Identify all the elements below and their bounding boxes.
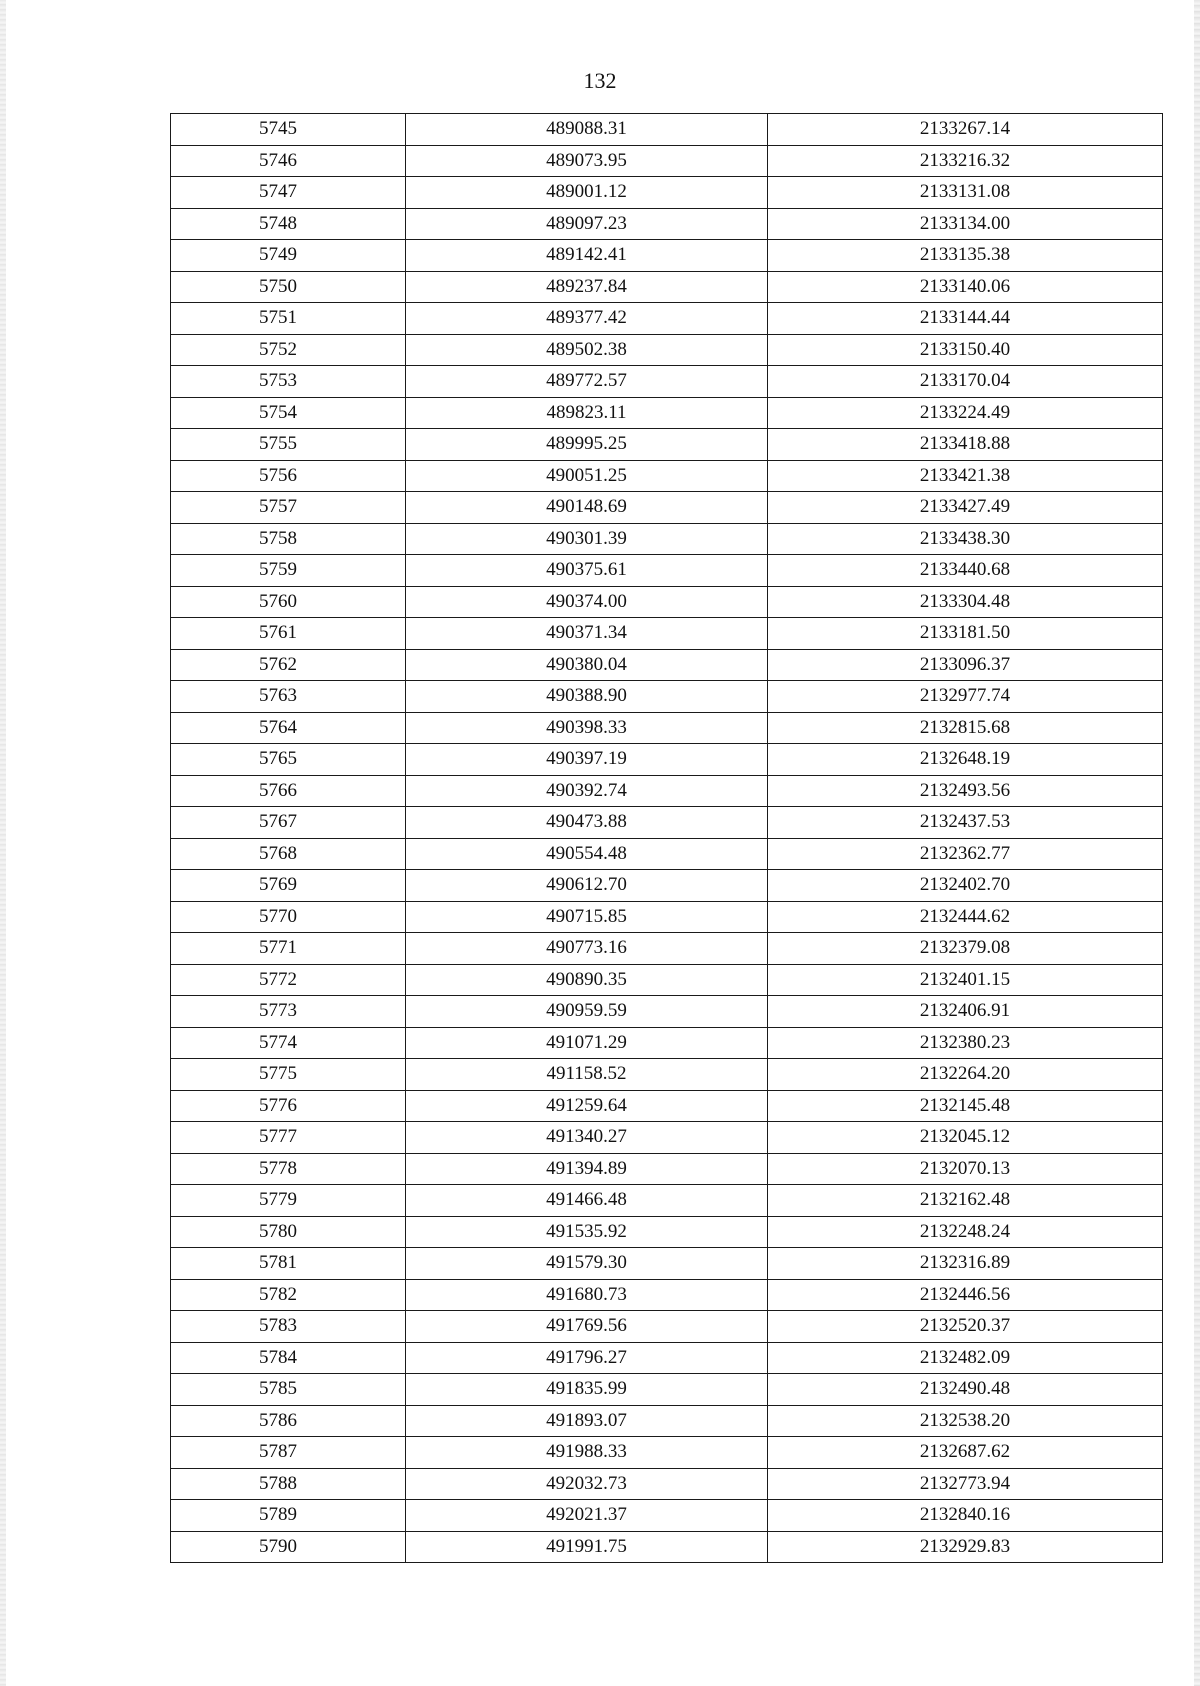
y-coordinate-cell: 2133134.00	[768, 208, 1163, 240]
table-row	[171, 996, 1163, 1028]
point-id-cell: 5753	[171, 366, 406, 398]
point-id-cell: 5767	[171, 807, 406, 839]
table-row	[171, 303, 1163, 335]
x-coordinate-cell: 491579.30	[406, 1248, 768, 1280]
point-id-cell: 5748	[171, 208, 406, 240]
point-id-cell: 5763	[171, 681, 406, 713]
point-id-cell: 5754	[171, 397, 406, 429]
scan-edge-right	[1194, 0, 1200, 1686]
table-row	[171, 1185, 1163, 1217]
table-row	[171, 618, 1163, 650]
y-coordinate-cell: 2133421.38	[768, 460, 1163, 492]
point-id-cell: 5769	[171, 870, 406, 902]
y-coordinate-cell: 2132840.16	[768, 1500, 1163, 1532]
point-id-cell: 5755	[171, 429, 406, 461]
y-coordinate-cell: 2133096.37	[768, 649, 1163, 681]
y-coordinate-cell: 2132045.12	[768, 1122, 1163, 1154]
table-row	[171, 1311, 1163, 1343]
y-coordinate-cell: 2133418.88	[768, 429, 1163, 461]
table-row	[171, 775, 1163, 807]
table-row	[171, 1500, 1163, 1532]
table-row	[171, 901, 1163, 933]
y-coordinate-cell: 2133267.14	[768, 114, 1163, 146]
table-row	[171, 523, 1163, 555]
x-coordinate-cell: 490388.90	[406, 681, 768, 713]
x-coordinate-cell: 490398.33	[406, 712, 768, 744]
x-coordinate-cell: 490959.59	[406, 996, 768, 1028]
x-coordinate-cell: 491796.27	[406, 1342, 768, 1374]
y-coordinate-cell: 2132316.89	[768, 1248, 1163, 1280]
x-coordinate-cell: 489772.57	[406, 366, 768, 398]
y-coordinate-cell: 2132402.70	[768, 870, 1163, 902]
y-coordinate-cell: 2132977.74	[768, 681, 1163, 713]
point-id-cell: 5782	[171, 1279, 406, 1311]
page-number: 132	[583, 68, 617, 93]
x-coordinate-cell: 489001.12	[406, 177, 768, 209]
x-coordinate-cell: 489377.42	[406, 303, 768, 335]
point-id-cell: 5765	[171, 744, 406, 776]
table-row	[171, 460, 1163, 492]
table-row	[171, 1248, 1163, 1280]
point-id-cell: 5773	[171, 996, 406, 1028]
table-row	[171, 964, 1163, 996]
x-coordinate-cell: 490715.85	[406, 901, 768, 933]
point-id-cell: 5787	[171, 1437, 406, 1469]
table-row	[171, 1059, 1163, 1091]
y-coordinate-cell: 2132538.20	[768, 1405, 1163, 1437]
point-id-cell: 5789	[171, 1500, 406, 1532]
table-row	[171, 366, 1163, 398]
y-coordinate-cell: 2132248.24	[768, 1216, 1163, 1248]
y-coordinate-cell: 2132929.83	[768, 1531, 1163, 1563]
x-coordinate-cell: 489823.11	[406, 397, 768, 429]
point-id-cell: 5756	[171, 460, 406, 492]
table-row	[171, 586, 1163, 618]
x-coordinate-cell: 490148.69	[406, 492, 768, 524]
table-row	[171, 429, 1163, 461]
x-coordinate-cell: 490375.61	[406, 555, 768, 587]
y-coordinate-cell: 2133150.40	[768, 334, 1163, 366]
table-row	[171, 397, 1163, 429]
y-coordinate-cell: 2132437.53	[768, 807, 1163, 839]
table-row	[171, 1468, 1163, 1500]
x-coordinate-cell: 492021.37	[406, 1500, 768, 1532]
y-coordinate-cell: 2133144.44	[768, 303, 1163, 335]
point-id-cell: 5772	[171, 964, 406, 996]
table-row	[171, 1531, 1163, 1563]
x-coordinate-cell: 490612.70	[406, 870, 768, 902]
point-id-cell: 5790	[171, 1531, 406, 1563]
table-row	[171, 1374, 1163, 1406]
point-id-cell: 5788	[171, 1468, 406, 1500]
y-coordinate-cell: 2132687.62	[768, 1437, 1163, 1469]
y-coordinate-cell: 2132401.15	[768, 964, 1163, 996]
point-id-cell: 5784	[171, 1342, 406, 1374]
x-coordinate-cell: 490051.25	[406, 460, 768, 492]
y-coordinate-cell: 2132070.13	[768, 1153, 1163, 1185]
x-coordinate-cell: 489237.84	[406, 271, 768, 303]
y-coordinate-cell: 2133135.38	[768, 240, 1163, 272]
y-coordinate-cell: 2133427.49	[768, 492, 1163, 524]
table-row	[171, 681, 1163, 713]
y-coordinate-cell: 2133140.06	[768, 271, 1163, 303]
point-id-cell: 5750	[171, 271, 406, 303]
point-id-cell: 5745	[171, 114, 406, 146]
y-coordinate-cell: 2133440.68	[768, 555, 1163, 587]
point-id-cell: 5747	[171, 177, 406, 209]
x-coordinate-cell: 490890.35	[406, 964, 768, 996]
x-coordinate-cell: 490392.74	[406, 775, 768, 807]
y-coordinate-cell: 2133304.48	[768, 586, 1163, 618]
table-row	[171, 838, 1163, 870]
x-coordinate-cell: 490397.19	[406, 744, 768, 776]
y-coordinate-cell: 2132444.62	[768, 901, 1163, 933]
table-row	[171, 1279, 1163, 1311]
table-row	[171, 240, 1163, 272]
table-row	[171, 114, 1163, 146]
table-row	[171, 712, 1163, 744]
y-coordinate-cell: 2133438.30	[768, 523, 1163, 555]
x-coordinate-cell: 491071.29	[406, 1027, 768, 1059]
point-id-cell: 5761	[171, 618, 406, 650]
table-row	[171, 1405, 1163, 1437]
point-id-cell: 5746	[171, 145, 406, 177]
x-coordinate-cell: 491535.92	[406, 1216, 768, 1248]
x-coordinate-cell: 489088.31	[406, 114, 768, 146]
point-id-cell: 5764	[171, 712, 406, 744]
y-coordinate-cell: 2133216.32	[768, 145, 1163, 177]
point-id-cell: 5786	[171, 1405, 406, 1437]
point-id-cell: 5777	[171, 1122, 406, 1154]
point-id-cell: 5776	[171, 1090, 406, 1122]
table-row	[171, 555, 1163, 587]
table-row	[171, 1437, 1163, 1469]
y-coordinate-cell: 2132362.77	[768, 838, 1163, 870]
table-row	[171, 933, 1163, 965]
y-coordinate-cell: 2133181.50	[768, 618, 1163, 650]
x-coordinate-cell: 491466.48	[406, 1185, 768, 1217]
table-row	[171, 1216, 1163, 1248]
point-id-cell: 5780	[171, 1216, 406, 1248]
coordinates-table	[170, 113, 1163, 1563]
x-coordinate-cell: 491991.75	[406, 1531, 768, 1563]
y-coordinate-cell: 2133131.08	[768, 177, 1163, 209]
y-coordinate-cell: 2132520.37	[768, 1311, 1163, 1343]
x-coordinate-cell: 490773.16	[406, 933, 768, 965]
y-coordinate-cell: 2132493.56	[768, 775, 1163, 807]
x-coordinate-cell: 491835.99	[406, 1374, 768, 1406]
x-coordinate-cell: 489502.38	[406, 334, 768, 366]
x-coordinate-cell: 489097.23	[406, 208, 768, 240]
table-row	[171, 744, 1163, 776]
point-id-cell: 5759	[171, 555, 406, 587]
point-id-cell: 5779	[171, 1185, 406, 1217]
y-coordinate-cell: 2133170.04	[768, 366, 1163, 398]
point-id-cell: 5749	[171, 240, 406, 272]
x-coordinate-cell: 491259.64	[406, 1090, 768, 1122]
x-coordinate-cell: 489142.41	[406, 240, 768, 272]
point-id-cell: 5758	[171, 523, 406, 555]
x-coordinate-cell: 491680.73	[406, 1279, 768, 1311]
table-row	[171, 649, 1163, 681]
table-row	[171, 1122, 1163, 1154]
table-row	[171, 271, 1163, 303]
y-coordinate-cell: 2132406.91	[768, 996, 1163, 1028]
x-coordinate-cell: 491394.89	[406, 1153, 768, 1185]
table-row	[171, 1153, 1163, 1185]
x-coordinate-cell: 491893.07	[406, 1405, 768, 1437]
point-id-cell: 5771	[171, 933, 406, 965]
x-coordinate-cell: 491769.56	[406, 1311, 768, 1343]
table-row	[171, 1027, 1163, 1059]
y-coordinate-cell: 2132264.20	[768, 1059, 1163, 1091]
point-id-cell: 5781	[171, 1248, 406, 1280]
x-coordinate-cell: 491158.52	[406, 1059, 768, 1091]
point-id-cell: 5762	[171, 649, 406, 681]
x-coordinate-cell: 491988.33	[406, 1437, 768, 1469]
point-id-cell: 5785	[171, 1374, 406, 1406]
x-coordinate-cell: 492032.73	[406, 1468, 768, 1500]
y-coordinate-cell: 2132773.94	[768, 1468, 1163, 1500]
table-row	[171, 1090, 1163, 1122]
y-coordinate-cell: 2132380.23	[768, 1027, 1163, 1059]
coordinates-table-body	[171, 114, 1163, 1563]
y-coordinate-cell: 2132815.68	[768, 712, 1163, 744]
x-coordinate-cell: 489995.25	[406, 429, 768, 461]
point-id-cell: 5778	[171, 1153, 406, 1185]
x-coordinate-cell: 489073.95	[406, 145, 768, 177]
x-coordinate-cell: 490371.34	[406, 618, 768, 650]
point-id-cell: 5774	[171, 1027, 406, 1059]
y-coordinate-cell: 2133224.49	[768, 397, 1163, 429]
point-id-cell: 5752	[171, 334, 406, 366]
x-coordinate-cell: 490473.88	[406, 807, 768, 839]
y-coordinate-cell: 2132648.19	[768, 744, 1163, 776]
table-row	[171, 145, 1163, 177]
point-id-cell: 5775	[171, 1059, 406, 1091]
x-coordinate-cell: 490301.39	[406, 523, 768, 555]
x-coordinate-cell: 491340.27	[406, 1122, 768, 1154]
y-coordinate-cell: 2132162.48	[768, 1185, 1163, 1217]
table-row	[171, 807, 1163, 839]
y-coordinate-cell: 2132446.56	[768, 1279, 1163, 1311]
y-coordinate-cell: 2132482.09	[768, 1342, 1163, 1374]
y-coordinate-cell: 2132379.08	[768, 933, 1163, 965]
point-id-cell: 5768	[171, 838, 406, 870]
table-row	[171, 870, 1163, 902]
scan-edge-left	[0, 0, 6, 1686]
point-id-cell: 5766	[171, 775, 406, 807]
x-coordinate-cell: 490380.04	[406, 649, 768, 681]
table-row	[171, 177, 1163, 209]
table-row	[171, 492, 1163, 524]
y-coordinate-cell: 2132490.48	[768, 1374, 1163, 1406]
point-id-cell: 5770	[171, 901, 406, 933]
point-id-cell: 5757	[171, 492, 406, 524]
point-id-cell: 5760	[171, 586, 406, 618]
x-coordinate-cell: 490374.00	[406, 586, 768, 618]
table-row	[171, 1342, 1163, 1374]
table-row	[171, 208, 1163, 240]
x-coordinate-cell: 490554.48	[406, 838, 768, 870]
point-id-cell: 5783	[171, 1311, 406, 1343]
table-row	[171, 334, 1163, 366]
point-id-cell: 5751	[171, 303, 406, 335]
y-coordinate-cell: 2132145.48	[768, 1090, 1163, 1122]
